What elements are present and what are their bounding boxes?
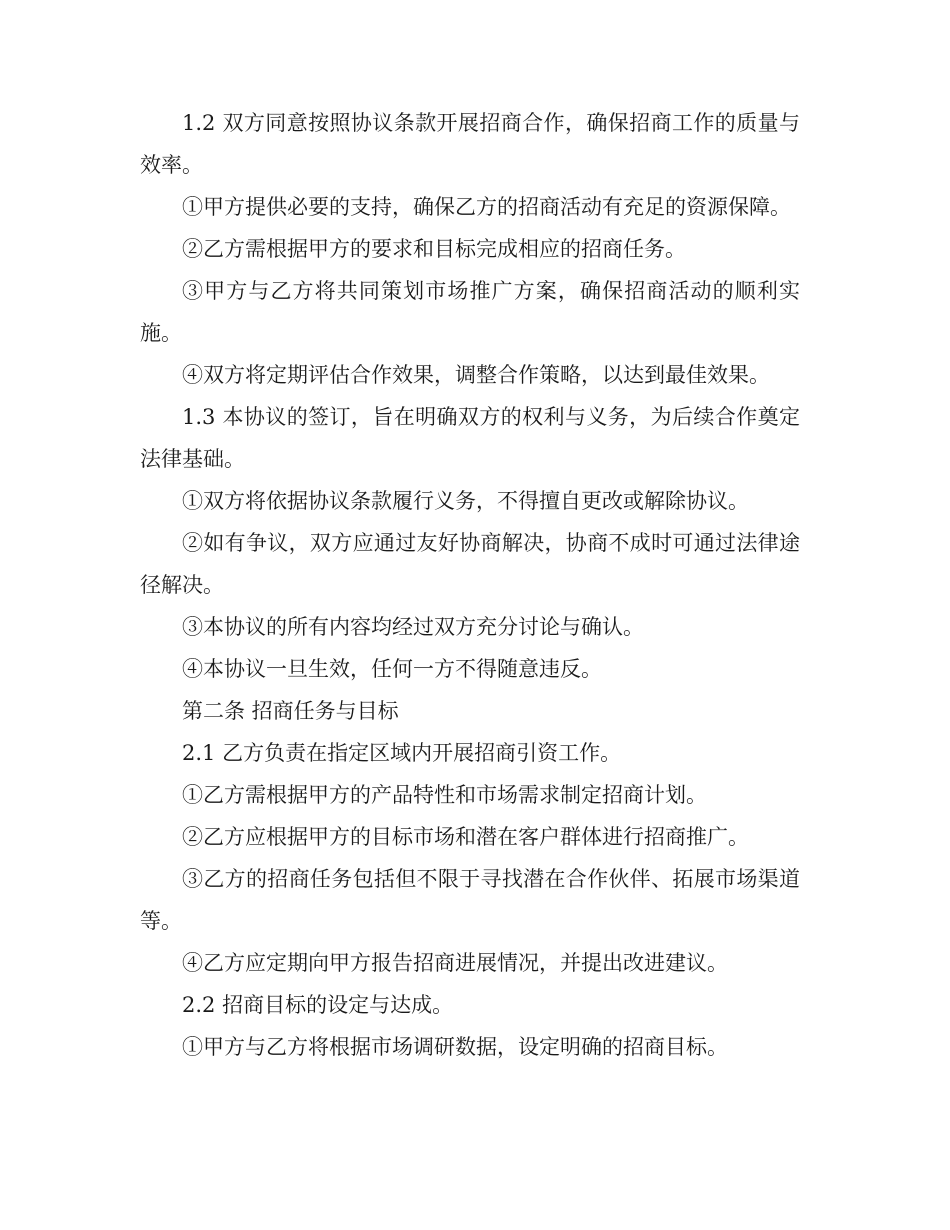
list-item: ①乙方需根据甲方的产品特性和市场需求制定招商计划。 [182, 783, 707, 807]
list-item: ③甲方与乙方将共同策划市场推广方案，确保招商活动的顺利实施。 [140, 279, 800, 345]
clause-1-3: 1.3 本协议的签订，旨在明确双方的权利与义务，为后续合作奠定法律基础。 [140, 405, 800, 471]
clause-1-2: 1.2 双方同意按照协议条款开展招商合作，确保招商工作的质量与效率。 [140, 111, 800, 177]
list-item: ②如有争议，双方应通过友好协商解决，协商不成时可通过法律途径解决。 [140, 531, 800, 597]
list-item: ②乙方需根据甲方的要求和目标完成相应的招商任务。 [182, 237, 686, 261]
clause-2-1: 2.1 乙方负责在指定区域内开展招商引资工作。 [182, 741, 622, 765]
document-body [140, 102, 800, 1068]
list-item: ④双方将定期评估合作效果，调整合作策略，以达到最佳效果。 [182, 363, 770, 387]
list-item: ④本协议一旦生效，任何一方不得随意违反。 [182, 657, 602, 681]
clause-2-2: 2.2 招商目标的设定与达成。 [182, 993, 454, 1017]
list-item: ③乙方的招商任务包括但不限于寻找潜在合作伙伴、拓展市场渠道等。 [140, 867, 800, 933]
article-heading: 第二条 招商任务与目标 [182, 699, 399, 723]
list-item: ①甲方提供必要的支持，确保乙方的招商活动有充足的资源保障。 [182, 195, 791, 219]
list-item: ①双方将依据协议条款履行义务，不得擅自更改或解除协议。 [182, 489, 749, 513]
list-item: ①甲方与乙方将根据市场调研数据，设定明确的招商目标。 [182, 1035, 728, 1059]
list-item: ④乙方应定期向甲方报告招商进展情况，并提出改进建议。 [182, 951, 728, 975]
list-item: ②乙方应根据甲方的目标市场和潜在客户群体进行招商推广。 [182, 825, 749, 849]
list-item: ③本协议的所有内容均经过双方充分讨论与确认。 [182, 615, 644, 639]
